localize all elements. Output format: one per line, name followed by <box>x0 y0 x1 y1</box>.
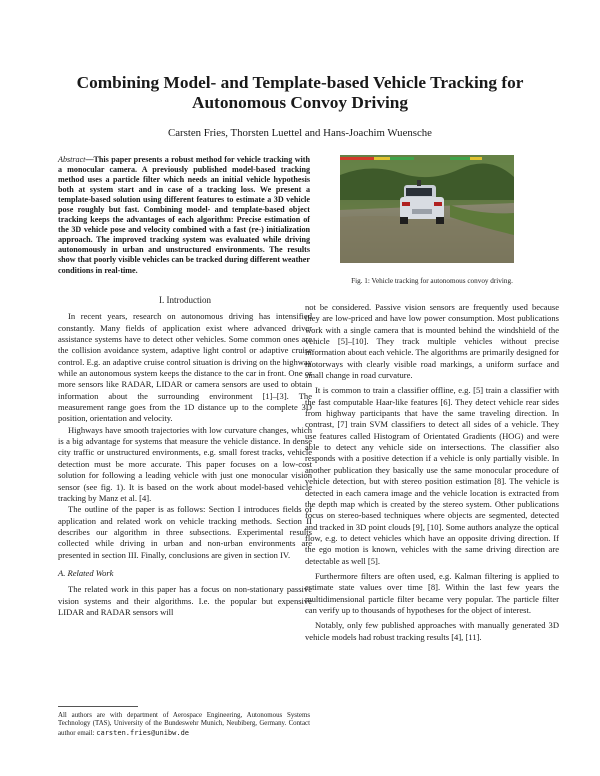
abstract-label: Abstract <box>58 155 86 164</box>
paper-title: Combining Model- and Template-based Vehicle Tracking for Autonomous Convoy Driving <box>76 73 524 112</box>
abstract <box>58 155 310 276</box>
footnote-rule <box>58 706 138 707</box>
left-column <box>58 295 312 618</box>
intro-paragraph-1: In recent years, research on autonomous driving has intensified constantly. Many fields of application exist where advanced driver assistance systems have to detect other vehicles. Some common ones are the collision avoidance system, adaptive light control or adaptive cruise control. E.g. an adaptive cruise control situation is driving on the highway while an autonomous system keeps the distance to the car in front. One or more sensors like RADAR, LIDAR or camera sensors are used to obtain information about the surrounding environment [1]–[3]. The measurement range goes from the 1D distance up to the complete 3D position, orientation and velocity. <box>58 311 312 424</box>
contact-email[interactable]: carsten.fries@unibw.de <box>96 728 189 737</box>
right-paragraph-2: It is common to train a classifier offline, e.g. [5] train a classifier with the fast computable Haar-like features [6]. They detect vehicle rear sides from highway participants that have the same traveling direction. In contrast, [7] train SVM classifiers to detect all sides of a vehicle. They use features called Histogram of Orientated Gradients (HOG) and were able to detect any vehicle side on intersections. The classifier also responds with a positive detection if a vehicle is only partially visible. In another publication they basically use the same monocular procedure of vehicle detection, but with stereo position estimation [8]. The vehicle is detected in each camera image and the vehicle location is extracted from the depth map which is created by the stereo system. Other publications focus on stereo-based techniques where objects are segmented, detected and tracked in 3D point clouds [9], [10]. Some authors analyze the optical flow, e.g. to detect vehicles which have an opposite driving direction. If the ego motion is known, vehicles with the same driving direction are detectable as well [5]. <box>305 385 559 566</box>
subsection-heading-related-work: A. Related Work <box>58 567 114 578</box>
figure-caption: Fig. 1: Vehicle tracking for autonomous convoy driving. <box>351 277 513 285</box>
figure-vehicle-tracking <box>340 155 514 263</box>
footnote-text: All authors are with department of Aerospace Engineering, Autonomous Systems Technology (TAS), University of the Bundeswehr Munich, Neubiberg, Germany. Contact author email: <box>58 712 310 737</box>
vehicle-photo <box>340 155 514 263</box>
author-list: Carsten Fries, Thorsten Luettel and Hans-Joachim Wuensche <box>168 127 432 139</box>
right-column <box>305 302 559 643</box>
right-paragraph-4: Notably, only few published approaches with manually generated 3D vehicle models had robust tracking results [4], [11]. <box>305 620 559 642</box>
intro-paragraph-3: The outline of the paper is as follows: Section I introduces fields of application and related work on vehicle tracking methods. Section II describes our algorithm in three subsections. Experimental results collected while driving in urban and non-urban environments are presented in section III. Finally, conclusions are given in section IV. <box>58 504 312 560</box>
right-paragraph-1: not be considered. Passive vision sensors are frequently used because they are low-priced and have low power consumption. Most publications work with a single camera that is mounted behind the windshield of the vehicle [5]–[10]. They track multiple vehicles without precise information about each vehicle. The algorithms are primarily designed for motorways with clearly visible road markings, a uniform surface and small change in road curvature. <box>305 302 559 381</box>
section-heading-introduction: I. Introduction <box>159 295 211 305</box>
right-paragraph-3: Furthermore filters are often used, e.g. Kalman filtering is applied to estimate state values over time [8]. Within the last few years the multidimensional particle filter became very popular. The particle filter can verify up to thousands of hypotheses for the object of interest. <box>305 570 559 615</box>
related-work-paragraph: The related work in this paper has a focus on non-stationary passive vision systems and their algorithms. I.e. the popular but expensive LIDAR and RADAR sensors will <box>58 584 312 617</box>
intro-paragraph-2: Highways have smooth trajectories with low curvature changes, which is a big advantage for systems that measure the vehicle distance. In dense city traffic or unstructured environments, e.g. small forest tracks, vehicle detection must be more accurate. This paper focuses on a low-cost solution for following a leading vehicle with just one monocular vision sensor (see fig. 1). It is based on the work about model-based vehicle tracking by Manz et al. [4]. <box>58 424 312 503</box>
abstract-text: —This paper presents a robust method for vehicle tracking with a monocular camera. A previously published model-based tracking method uses a particle filter which needs an initial vehicle hypothesis both at system start and in case of a tracking loss. We present a template-based solution using different features to estimate a 3D vehicle pose roughly but fast. Combining model- and template-based object tracking keeps the advantages of each algorithm: Precise estimation of the 3D vehicle pose and velocity combined with a fast (re-) initialization approach. The improved tracking system was evaluated while driving autonomously in urban and unstructured environments. The results show that poorly visible vehicles can be tracked during different weather conditions in real-time. <box>58 155 310 275</box>
footnote <box>58 712 310 738</box>
